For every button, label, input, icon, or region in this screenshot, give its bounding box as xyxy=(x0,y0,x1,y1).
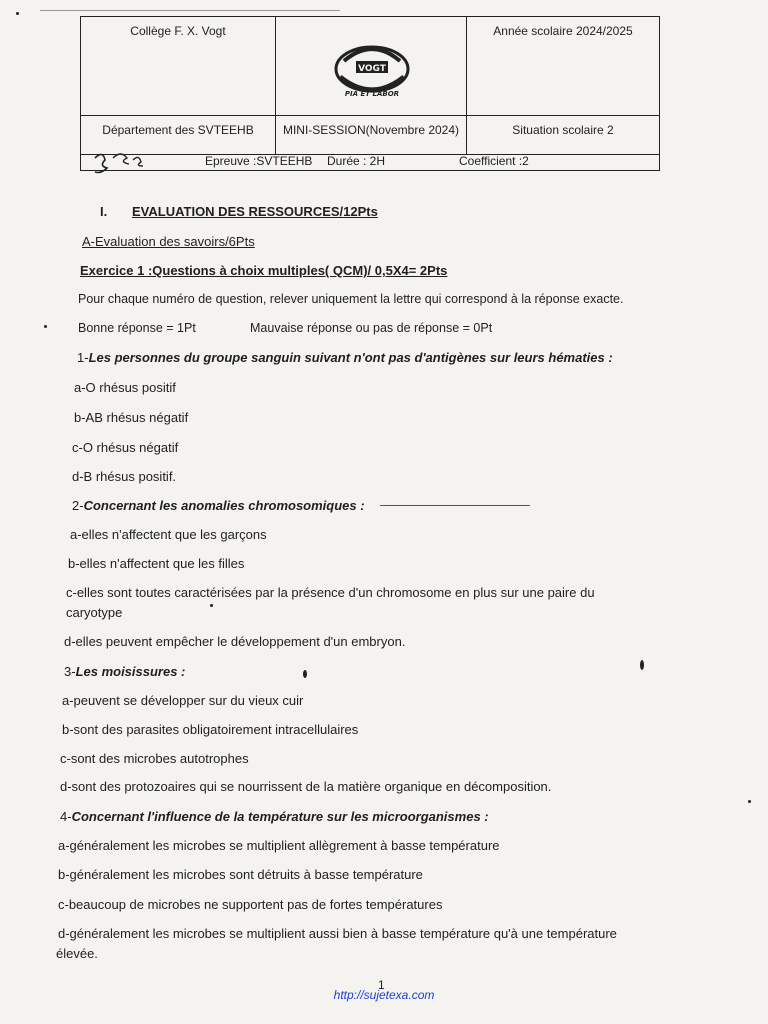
school-logo-icon xyxy=(324,41,420,101)
q1-option: c-O rhésus négatif xyxy=(72,440,179,455)
q3-option: d-sont des protozoaires qui se nourrissent de la matière organique en décomposition. xyxy=(60,779,552,794)
scan-speck xyxy=(640,660,644,670)
q2-option: d-elles peuvent empêcher le développement d'un embryon. xyxy=(64,634,406,649)
exam-duration: Durée : 2H xyxy=(327,154,386,168)
scoring-bad: Mauvaise réponse ou pas de réponse = 0Pt xyxy=(250,321,493,335)
q4-option: d-généralement les microbes se multiplient aussi bien à basse température qu'à une température xyxy=(58,926,617,941)
school-name: Collège F. X. Vogt xyxy=(130,24,226,38)
scoring-good: Bonne réponse = 1Pt xyxy=(78,321,196,335)
session: MINI-SESSION(Novembre 2024) xyxy=(282,123,460,137)
q4-option: b-généralement les microbes sont détruits à basse température xyxy=(58,867,423,882)
situation: Situation scolaire 2 xyxy=(512,123,614,137)
section-title: EVALUATION DES RESSOURCES/12Pts xyxy=(132,204,378,219)
question-4 xyxy=(60,809,489,824)
q1-option: a-O rhésus positif xyxy=(74,380,176,395)
page-number: 1 xyxy=(378,978,385,992)
school-year: Année scolaire 2024/2025 xyxy=(493,24,633,38)
session-cell xyxy=(275,115,467,155)
exam-info-row xyxy=(80,154,660,171)
q3-option: a-peuvent se développer sur du vieux cuir xyxy=(62,693,304,708)
exam-coefficient: Coefficient :2 xyxy=(459,154,529,168)
handwritten-mark-icon xyxy=(89,146,149,176)
scan-speck xyxy=(210,604,213,607)
question-stem: Les moisissures : xyxy=(75,664,186,679)
q4-option: a-généralement les microbes se multiplient allègrement à basse température xyxy=(58,838,500,853)
q4-option-continuation: élevée. xyxy=(56,946,98,961)
q4-option: c-beaucoup de microbes ne supportent pas de fortes températures xyxy=(58,897,443,912)
q3-option: c-sont des microbes autotrophes xyxy=(60,751,249,766)
exam-subject: Epreuve :SVTEEHB xyxy=(205,154,313,168)
question-stem: Concernant l'influence de la température sur les microorganismes : xyxy=(71,809,489,824)
scan-line xyxy=(380,505,530,506)
q2-option: b-elles n'affectent que les filles xyxy=(68,556,245,571)
scan-speck xyxy=(748,800,751,803)
q1-option: d-B rhésus positif. xyxy=(72,469,177,484)
q2-option: a-elles n'affectent que les garçons xyxy=(70,527,267,542)
question-1 xyxy=(77,350,613,365)
header-table xyxy=(80,16,660,172)
department: Département des SVTEEHB xyxy=(102,123,254,137)
situation-cell xyxy=(466,115,660,155)
scan-speck xyxy=(44,325,47,328)
logo-cell xyxy=(275,16,467,116)
question-3 xyxy=(64,664,185,679)
scan-speck xyxy=(16,12,19,15)
school-cell xyxy=(80,16,276,116)
q2-option-continuation: caryotype xyxy=(66,605,123,620)
footer-link[interactable]: http://sujetexa.com xyxy=(333,988,435,1002)
year-cell xyxy=(466,16,660,116)
question-stem: Concernant les anomalies chromosomiques : xyxy=(83,498,365,513)
question-number: 1- xyxy=(77,350,89,365)
logo-motto: PIA ET LABOR xyxy=(344,90,400,98)
q2-option: c-elles sont toutes caractérisées par la présence d'un chromosome en plus sur une paire du xyxy=(66,585,595,600)
section-number: I. xyxy=(100,204,108,219)
scan-speck xyxy=(303,670,307,678)
question-number: 4- xyxy=(60,809,72,824)
question-number: 3- xyxy=(64,664,76,679)
exercise-title: Exercice 1 :Questions à choix multiples( QCM)/ 0,5X4= 2Pts xyxy=(80,263,448,278)
question-stem: Les personnes du groupe sanguin suivant n'ont pas d'antigènes sur leurs hématies : xyxy=(88,350,613,365)
q3-option: b-sont des parasites obligatoirement intracellulaires xyxy=(62,722,359,737)
question-2 xyxy=(72,498,365,513)
q1-option: b-AB rhésus négatif xyxy=(74,410,189,425)
logo-text: VOGT xyxy=(358,64,386,74)
question-number: 2- xyxy=(72,498,84,513)
instruction: Pour chaque numéro de question, relever uniquement la lettre qui correspond à la réponse exacte. xyxy=(78,292,624,306)
scan-line xyxy=(40,10,340,11)
subsection-title: A-Evaluation des savoirs/6Pts xyxy=(82,234,255,249)
